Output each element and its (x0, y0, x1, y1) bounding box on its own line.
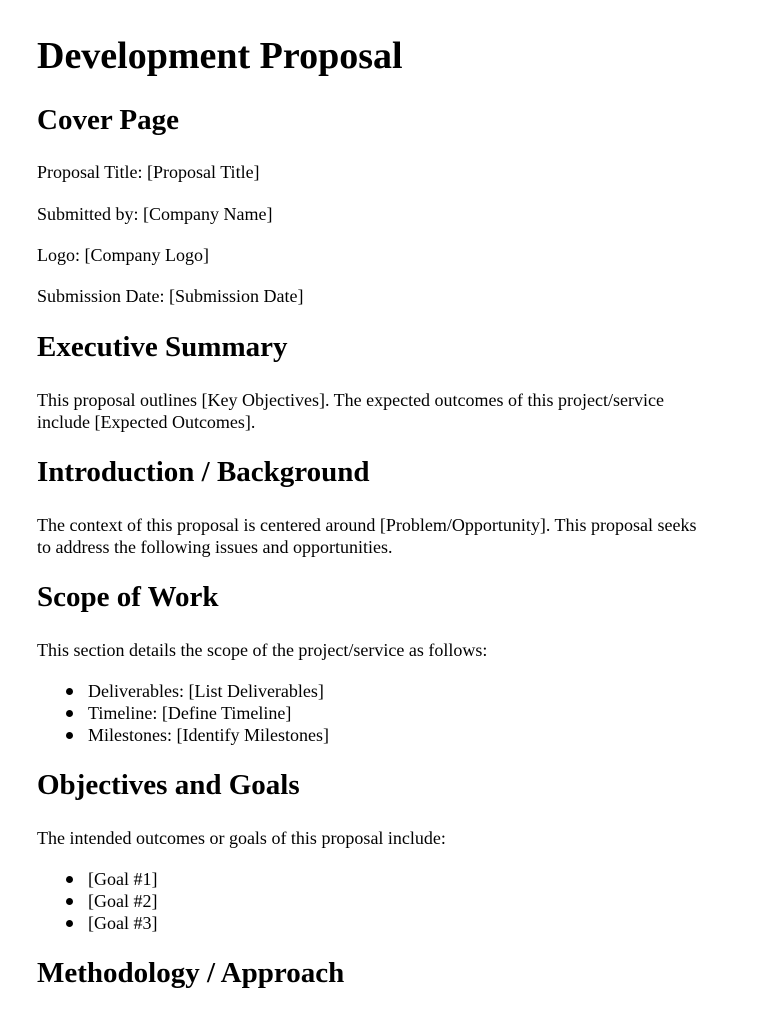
executive-summary-heading: Executive Summary (37, 331, 288, 363)
introduction-text: The context of this proposal is centered around [Problem/Opportunity]. This proposal seeks to address the following issues and opportunities. (37, 515, 697, 557)
list-item (37, 702, 329, 724)
introduction-heading: Introduction / Background (37, 456, 370, 488)
scope-of-work-heading: Scope of Work (37, 581, 219, 613)
goals-list (37, 868, 157, 934)
submitted-by-line: Submitted by: [Company Name] (37, 204, 273, 224)
bullet-icon (66, 732, 73, 739)
bullet-icon (66, 898, 73, 905)
submission-date-line: Submission Date: [Submission Date] (37, 286, 304, 306)
scope-of-work-text: This section details the scope of the project/service as follows: (37, 640, 488, 660)
cover-page-heading: Cover Page (37, 104, 179, 136)
list-item (37, 890, 157, 912)
list-item-text: Deliverables: [List Deliverables] (88, 681, 324, 701)
bullet-icon (66, 710, 73, 717)
list-item-text: [Goal #1] (88, 869, 158, 889)
list-item (37, 680, 329, 702)
document-title: Development Proposal (37, 35, 403, 77)
list-item (37, 724, 329, 746)
scope-list (37, 680, 329, 746)
list-item-text: [Goal #2] (88, 891, 158, 911)
proposal-title-line: Proposal Title: [Proposal Title] (37, 162, 260, 182)
objectives-heading: Objectives and Goals (37, 769, 300, 801)
bullet-icon (66, 920, 73, 927)
list-item-text: Milestones: [Identify Milestones] (88, 725, 329, 745)
list-item (37, 912, 157, 934)
bullet-icon (66, 688, 73, 695)
methodology-heading: Methodology / Approach (37, 957, 345, 989)
logo-line: Logo: [Company Logo] (37, 245, 209, 265)
objectives-text: The intended outcomes or goals of this proposal include: (37, 828, 446, 848)
list-item (37, 868, 157, 890)
list-item-text: Timeline: [Define Timeline] (88, 703, 292, 723)
bullet-icon (66, 876, 73, 883)
executive-summary-text: This proposal outlines [Key Objectives]. The expected outcomes of this project/service include [Expected Outcomes]. (37, 390, 664, 432)
list-item-text: [Goal #3] (88, 913, 158, 933)
